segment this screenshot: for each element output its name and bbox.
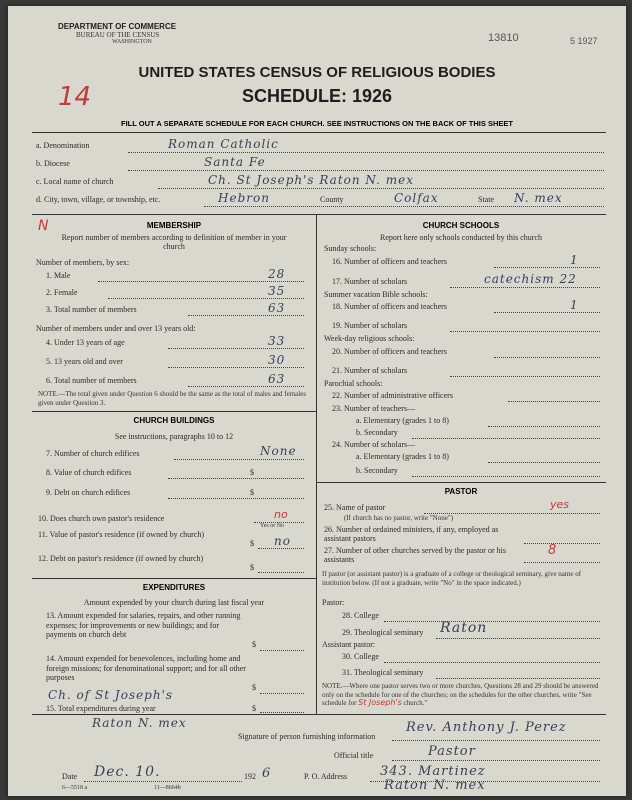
city-label: d. City, town, village, or township, etc. (36, 195, 161, 204)
signature-value: Rev. Anthony J. Perez (406, 720, 567, 735)
q10-value: no (274, 508, 288, 521)
over-13-value: 30 (268, 353, 286, 367)
age-heading: Number of members under and over 13 years old: (36, 324, 196, 333)
official-title-label: Official title (334, 751, 374, 760)
denomination-label: a. Denomination (36, 141, 90, 150)
schedule-title: SCHEDULE: 1926 (241, 86, 393, 106)
q25-note: (If church has no pastor, write "None") (344, 514, 454, 522)
county-value: Colfax (394, 191, 439, 205)
q14-dollar: $ (252, 683, 256, 692)
census-schedule-sheet (8, 6, 626, 796)
local-church-value: Ch. St Joseph's Raton N. mex (208, 173, 415, 187)
q30-label: 30. College (342, 652, 379, 661)
yes-no-caption: Yes or No (260, 523, 285, 529)
q23b-label: b. Secondary (356, 428, 398, 437)
buildings-heading: CHURCH BUILDINGS (133, 416, 215, 425)
under-13-label: 4. Under 13 years of age (46, 338, 125, 347)
q18-value: 1 (570, 298, 579, 312)
q8-dollar: $ (250, 468, 254, 477)
q16-value: 1 (570, 253, 579, 267)
total-members-label: 3. Total number of members (46, 305, 137, 314)
total-by-age-label: 6. Total number of members (46, 376, 137, 385)
q16-label: 16. Number of officers and teachers (332, 257, 447, 266)
membership-note: NOTE.—The total given under Question 6 should be the same as the total of males and females given under Question 3. (38, 390, 307, 407)
city-name: WASHINGTON (112, 39, 152, 45)
q9-label: 9. Debt on church edifices (46, 488, 131, 497)
local-church-label: c. Local name of church (36, 177, 114, 186)
denomination-value: Roman Catholic (168, 137, 279, 151)
q31-label: 31. Theological seminary (342, 668, 424, 677)
q17-value: catechism 22 (484, 272, 577, 286)
note-value: St Joseph's (358, 698, 402, 707)
membership-intro: Report number of members according to definition of member in your church (61, 233, 287, 251)
diocese-label: b. Diocese (36, 159, 70, 168)
q25-label: 25. Name of pastor (324, 503, 386, 512)
by-sex-heading: Number of members, by sex: (36, 258, 130, 267)
expenditures-heading: EXPENDITURES (142, 583, 206, 592)
footer-scrawl: Raton N. mex (92, 716, 187, 730)
po-address-value: 343. Martinez (380, 764, 486, 779)
sunday-heading: Sunday schools: (324, 244, 377, 253)
vacation-heading: Summer vacation Bible schools: (324, 290, 428, 299)
state-label: State (478, 195, 494, 204)
print-code-2: 11—8664b (154, 785, 181, 791)
q7-label: 7. Number of church edifices (46, 449, 140, 458)
female-value: 35 (268, 284, 286, 298)
q27-value: 8 (548, 543, 557, 558)
state-value: N. mex (514, 191, 563, 205)
weekday-heading: Week-day religious schools: (324, 334, 415, 343)
red-number: 14 (58, 82, 92, 112)
expenditures-scrawl: Ch. of St Joseph's (48, 688, 174, 702)
q23a-label: a. Elementary (grades 1 to 8) (356, 416, 449, 425)
q17-label: 17. Number of scholars (332, 277, 408, 286)
total-members-value: 63 (268, 301, 286, 315)
stamp-date: 5 1927 (570, 36, 598, 46)
q24-label: 24. Number of scholars— (332, 440, 416, 449)
print-code: 6—5518 a (62, 785, 88, 791)
q11-dollar: $ (250, 539, 254, 548)
q19-label: 19. Number of scholars (332, 321, 408, 330)
q11-label: 11. Value of pastor's residence (if owned by church) (38, 530, 205, 539)
q28-label: 28. College (342, 611, 379, 620)
stamp-number: 13810 (488, 32, 519, 44)
under-13-value: 33 (268, 334, 286, 348)
po-address-value-2: Raton N. mex (384, 778, 486, 793)
q22-label: 22. Number of administrative officers (332, 391, 453, 400)
q12-dollar: $ (250, 563, 254, 572)
q21-label: 21. Number of scholars (332, 366, 408, 375)
q10-label: 10. Does church own pastor's residence (38, 514, 165, 523)
po-address-label: P. O. Address (304, 772, 348, 781)
official-title-value: Pastor (428, 744, 476, 759)
q25-value: yes (550, 498, 570, 511)
assistant-pastor-label: Assistant pastor: (322, 640, 376, 649)
pastor-label: Pastor: (322, 598, 345, 607)
q26-label: 26. Number of ordained ministers, if any, employed as assistant pastors (324, 525, 499, 543)
male-value: 28 (268, 267, 286, 281)
q20-label: 20. Number of officers and teachers (332, 347, 447, 356)
q15-label: 15. Total expenditures during year (46, 704, 156, 713)
q24b-label: b. Secondary (356, 466, 398, 475)
q15-dollar: $ (252, 704, 256, 713)
county-label: County (320, 195, 344, 204)
q29-label: 29. Theological seminary (342, 628, 424, 637)
over-13-label: 5. 13 years old and over (46, 357, 123, 366)
q9-dollar: $ (250, 488, 254, 497)
schools-heading: CHURCH SCHOOLS (422, 221, 500, 230)
q8-label: 8. Value of church edifices (46, 468, 132, 477)
expenditures-sub: Amount expended by your church during last fiscal year (83, 598, 265, 607)
year-value: 6 (262, 766, 272, 781)
pastor-heading: PASTOR (444, 487, 478, 496)
membership-heading: MEMBERSHIP (146, 221, 202, 230)
q24a-label: a. Elementary (grades 1 to 8) (356, 452, 449, 461)
form-instructions: FILL OUT A SEPARATE SCHEDULE FOR EACH CHURCH. SEE INSTRUCTIONS ON THE BACK OF THIS SHEET (121, 119, 513, 128)
diocese-value: Santa Fe (204, 155, 266, 169)
q29-value: Raton (440, 620, 488, 636)
q7-value: None (260, 444, 297, 458)
buildings-sub: See instructions, paragraphs 10 to 12 (114, 432, 234, 441)
female-label: 2. Female (46, 288, 78, 297)
schools-sub: Report here only schools conducted by this church (380, 233, 542, 242)
pastor-note: NOTE.—Where one pastor serves two or more churches, Questions 28 and 29 should be answered only on the schedule for one of the churches; on the schedules for the other churches, write "See schedule for St Joseph's church." (322, 682, 599, 707)
form-title: UNITED STATES CENSUS OF RELIGIOUS BODIES (138, 64, 496, 81)
date-value: Dec. 10. (94, 764, 161, 780)
total-by-age-value: 63 (268, 372, 286, 386)
graduate-note: If pastor (or assistant pastor) is a graduate of a college or theological seminary, give name of institution below. (If not a graduate, write "No" in the space indicated.) (322, 570, 582, 587)
q18-label: 18. Number of officers and teachers (332, 302, 447, 311)
date-label: Date (62, 772, 78, 781)
q12-label: 12. Debt on pastor's residence (if owned by church) (38, 554, 204, 563)
bureau-name: BUREAU OF THE CENSUS (76, 31, 160, 39)
male-label: 1. Male (46, 271, 71, 280)
q11-value: no (274, 534, 291, 548)
q13-label: 13. Amount expended for salaries, repairs, and other running expenses; for improvements or new buildings; and for payments on church debt (46, 611, 241, 639)
red-mark: N (38, 218, 49, 234)
parochial-heading: Parochial schools: (324, 379, 383, 388)
q13-dollar: $ (252, 640, 256, 649)
signature-label: Signature of person furnishing information (238, 732, 376, 741)
year-prefix: 192 (244, 772, 256, 781)
department-name: DEPARTMENT OF COMMERCE (58, 22, 177, 31)
q23-label: 23. Number of teachers— (332, 404, 416, 413)
city-value: Hebron (218, 191, 270, 205)
q14-label: 14. Amount expended for benevolences, including home and foreign missions; for denominational support; and for all other purposes (46, 654, 246, 682)
q27-label: 27. Number of other churches served by the pastor or his assistants (324, 546, 506, 564)
